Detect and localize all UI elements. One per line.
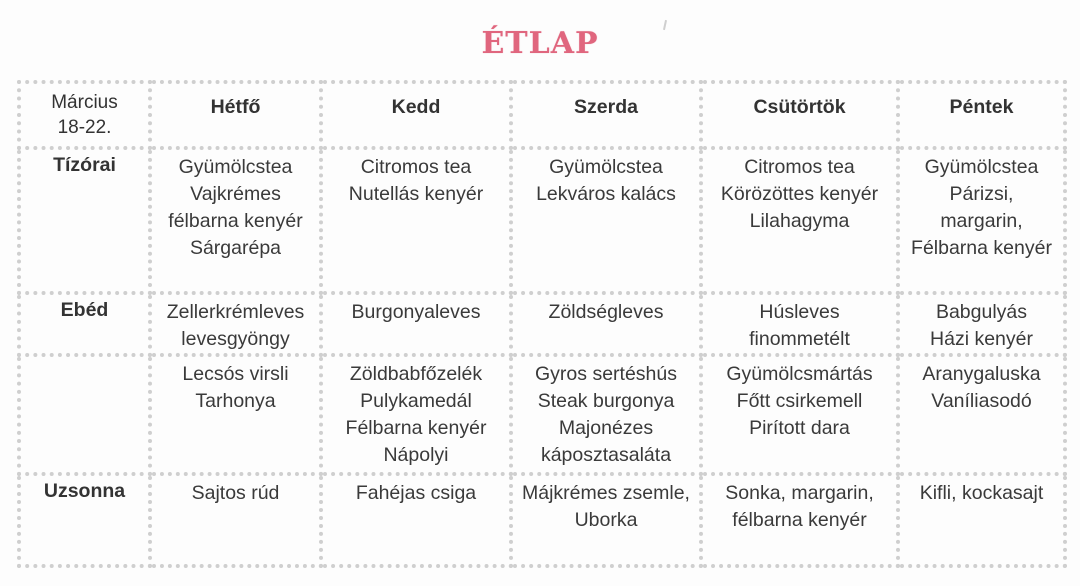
menu-cell: Gyros sertéshús Steak burgonya Majonézes káposztasaláta	[511, 355, 701, 474]
menu-table	[17, 80, 1067, 568]
meal-label: Tízórai	[19, 148, 150, 293]
day-header-monday: Hétfő	[150, 82, 321, 148]
menu-cell: Zöldbabfőzelék Pulykamedál Félbarna kenyér Nápolyi	[321, 355, 511, 474]
menu-cell: Lecsós virsli Tarhonya	[150, 355, 321, 474]
menu-cell: Burgonyaleves	[321, 293, 511, 355]
menu-cell: Kifli, kockasajt	[898, 474, 1065, 566]
menu-cell: Fahéjas csiga	[321, 474, 511, 566]
menu-cell: Sajtos rúd	[150, 474, 321, 566]
menu-cell: Gyümölcstea Lekváros kalács	[511, 148, 701, 293]
meal-label: Ebéd	[19, 293, 150, 355]
day-header-tuesday: Kedd	[321, 82, 511, 148]
menu-cell: Húsleves finommetélt	[701, 293, 898, 355]
menu-cell: Májkrémes zsemle, Uborka	[511, 474, 701, 566]
page-title: ÉTLAP	[481, 26, 599, 61]
meal-row-uzsonna	[19, 474, 1065, 566]
menu-cell: Gyümölcstea Vajkrémes félbarna kenyér Sárgarépa	[150, 148, 321, 293]
meal-row-ebed	[19, 293, 1065, 355]
menu-cell: Zellerkrémleves levesgyöngy	[150, 293, 321, 355]
menu-cell: Gyümölcstea Párizsi, margarin, Félbarna kenyér	[898, 148, 1065, 293]
day-header-friday: Péntek	[898, 82, 1065, 148]
menu-cell: Citromos tea Körözöttes kenyér Lilahagyma	[701, 148, 898, 293]
meal-label: Uzsonna	[19, 474, 150, 566]
menu-cell: Zöldségleves	[511, 293, 701, 355]
meal-label	[19, 355, 150, 474]
menu-cell: Sonka, margarin, félbarna kenyér	[701, 474, 898, 566]
menu-cell: Aranygaluska Vaníliasodó	[898, 355, 1065, 474]
meal-row-ebed-main	[19, 355, 1065, 474]
menu-cell: Babgulyás Házi kenyér	[898, 293, 1065, 355]
menu-cell: Gyümölcsmártás Főtt csirkemell Pirított dara	[701, 355, 898, 474]
menu-cell: Citromos tea Nutellás kenyér	[321, 148, 511, 293]
day-header-wednesday: Szerda	[511, 82, 701, 148]
header-row	[19, 82, 1065, 148]
day-header-thursday: Csütörtök	[701, 82, 898, 148]
meal-row-tizorai	[19, 148, 1065, 293]
date-range-header: Március 18-22.	[19, 82, 150, 148]
